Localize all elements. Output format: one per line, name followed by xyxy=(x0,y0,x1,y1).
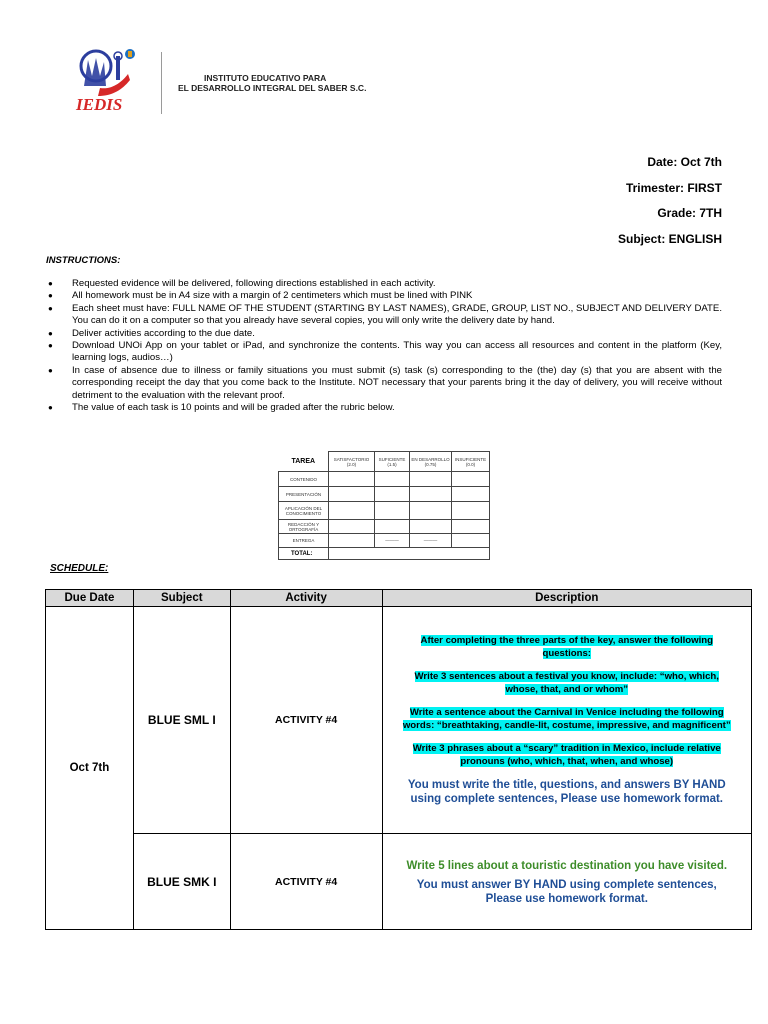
description-paragraph: Write 3 phrases about a “scary” tradition in Mexico, include relative pronouns (who, which, that, when, and whose) xyxy=(412,743,721,767)
subject-cell: BLUE SMK I xyxy=(133,834,230,930)
institution-line-2: EL DESARROLLO INTEGRAL DEL SABER S.C. xyxy=(178,83,367,93)
header-activity: Activity xyxy=(230,590,382,607)
schedule-title: SCHEDULE: xyxy=(50,563,109,574)
instruction-item: ● The value of each task is 10 points and will be graded after the rubric below. xyxy=(46,402,722,414)
rubric-entrega-mark: ——— xyxy=(375,534,410,548)
description-paragraph: Write 3 sentences about a festival you know, include: “who, which, whose, that, and or whom” xyxy=(414,671,719,695)
schedule-row xyxy=(46,607,752,834)
rubric-column-header: EN DESARROLLO (0.75) xyxy=(410,452,452,472)
header-subject: Subject xyxy=(133,590,230,607)
activity-cell: ACTIVITY #4 xyxy=(230,607,382,834)
schedule-row xyxy=(46,834,752,930)
instructions-list xyxy=(46,278,722,414)
instructions-title: INSTRUCTIONS: xyxy=(46,255,121,266)
homework-note: You must answer BY HAND using complete sentences, Please use homework format. xyxy=(416,878,717,905)
homework-note: You must write the title, questions, and answers BY HAND using complete sentences, Please use homework format. xyxy=(407,779,726,805)
rubric-row-label: ENTREGA xyxy=(279,534,329,548)
date-label: Date: Oct 7th xyxy=(647,155,722,169)
rubric-table xyxy=(278,451,490,560)
rubric-total-label: TOTAL: xyxy=(279,548,329,560)
schedule-table xyxy=(45,589,752,930)
schedule-header-row xyxy=(46,590,752,607)
instruction-item: ● In case of absence due to illness or family situations you must submit (s) task (s) corresponding to the (the) day (s) that you are absent with the corresponding receipt the day that you come back to the Institute. NOT necessary that your parents bring it the day of delivery, you will receive without detriment to the evaluation with the relevant proof. xyxy=(46,365,722,402)
iedis-logo xyxy=(70,46,160,116)
description-cell xyxy=(382,834,751,930)
description-paragraph: After completing the three parts of the key, answer the following questions: xyxy=(420,635,713,659)
description-cell xyxy=(382,607,751,834)
rubric-row xyxy=(279,472,490,487)
rubric-row-label: PRESENTACIÓN xyxy=(279,487,329,502)
rubric-row xyxy=(279,520,490,534)
activity-cell: ACTIVITY #4 xyxy=(230,834,382,930)
subject-label: Subject: ENGLISH xyxy=(617,232,722,246)
instruction-item: ● Each sheet must have: FULL NAME OF THE STUDENT (STARTING BY LAST NAMES), GRADE, GROUP, LIST NO., SUBJECT AND DELIVERY DATE. You can do it on a computer so that you already have several copies, you will only write the delivery date by hand. xyxy=(46,303,722,328)
rubric-row-label: REDACCIÓN Y ORTOGRAFÍA xyxy=(279,520,329,534)
rubric-row-label: APLICACIÓN DEL CONOCIMIENTO xyxy=(279,502,329,520)
header-description: Description xyxy=(382,590,751,607)
description-paragraph: Write a sentence about the Carnival in Venice including the following words: “breathtaking, candle-lit, costume, impressive, and magnificent” xyxy=(402,707,731,731)
header-divider xyxy=(161,52,162,114)
instruction-item: ● Deliver activities according to the due date. xyxy=(46,328,722,340)
instruction-item: ● Requested evidence will be delivered, following directions established in each activity. xyxy=(46,278,722,290)
institution-line-1: INSTITUTO EDUCATIVO PARA xyxy=(204,73,327,83)
instruction-item: ● All homework must be in A4 size with a margin of 2 centimeters which must be lined with PINK xyxy=(46,290,722,302)
rubric-total-row xyxy=(279,548,490,560)
rubric-row xyxy=(279,534,490,548)
rubric-row-label: CONTENIDO xyxy=(279,472,329,487)
subject-cell: BLUE SML I xyxy=(133,607,230,834)
logo-text: IEDIS xyxy=(76,95,123,114)
rubric-title: TAREA xyxy=(291,457,316,465)
rubric-entrega-mark: ——— xyxy=(410,534,452,548)
institution-name xyxy=(178,73,366,93)
rubric-row xyxy=(279,502,490,520)
rubric-column-header: SATISFACTORIO (2.0) xyxy=(329,452,375,472)
task-text: Write 5 lines about a touristic destination you have visited. xyxy=(406,859,728,872)
rubric-column-header: SUFICIENTE (1.5) xyxy=(375,452,410,472)
rubric-column-header: INSUFICIENTE (0.0) xyxy=(452,452,490,472)
trimester-label: Trimester: FIRST xyxy=(625,181,722,195)
rubric-row xyxy=(279,487,490,502)
grade-label: Grade: 7TH xyxy=(657,206,722,220)
instruction-item: ● Download UNOi App on your tablet or iPad, and synchronize the contents. This way you can access all resources and content in the platform (Key, learning logs, audios…) xyxy=(46,340,722,365)
rubric-header-row xyxy=(279,452,490,472)
due-date-cell: Oct 7th xyxy=(46,607,134,930)
header-due-date: Due Date xyxy=(46,590,134,607)
